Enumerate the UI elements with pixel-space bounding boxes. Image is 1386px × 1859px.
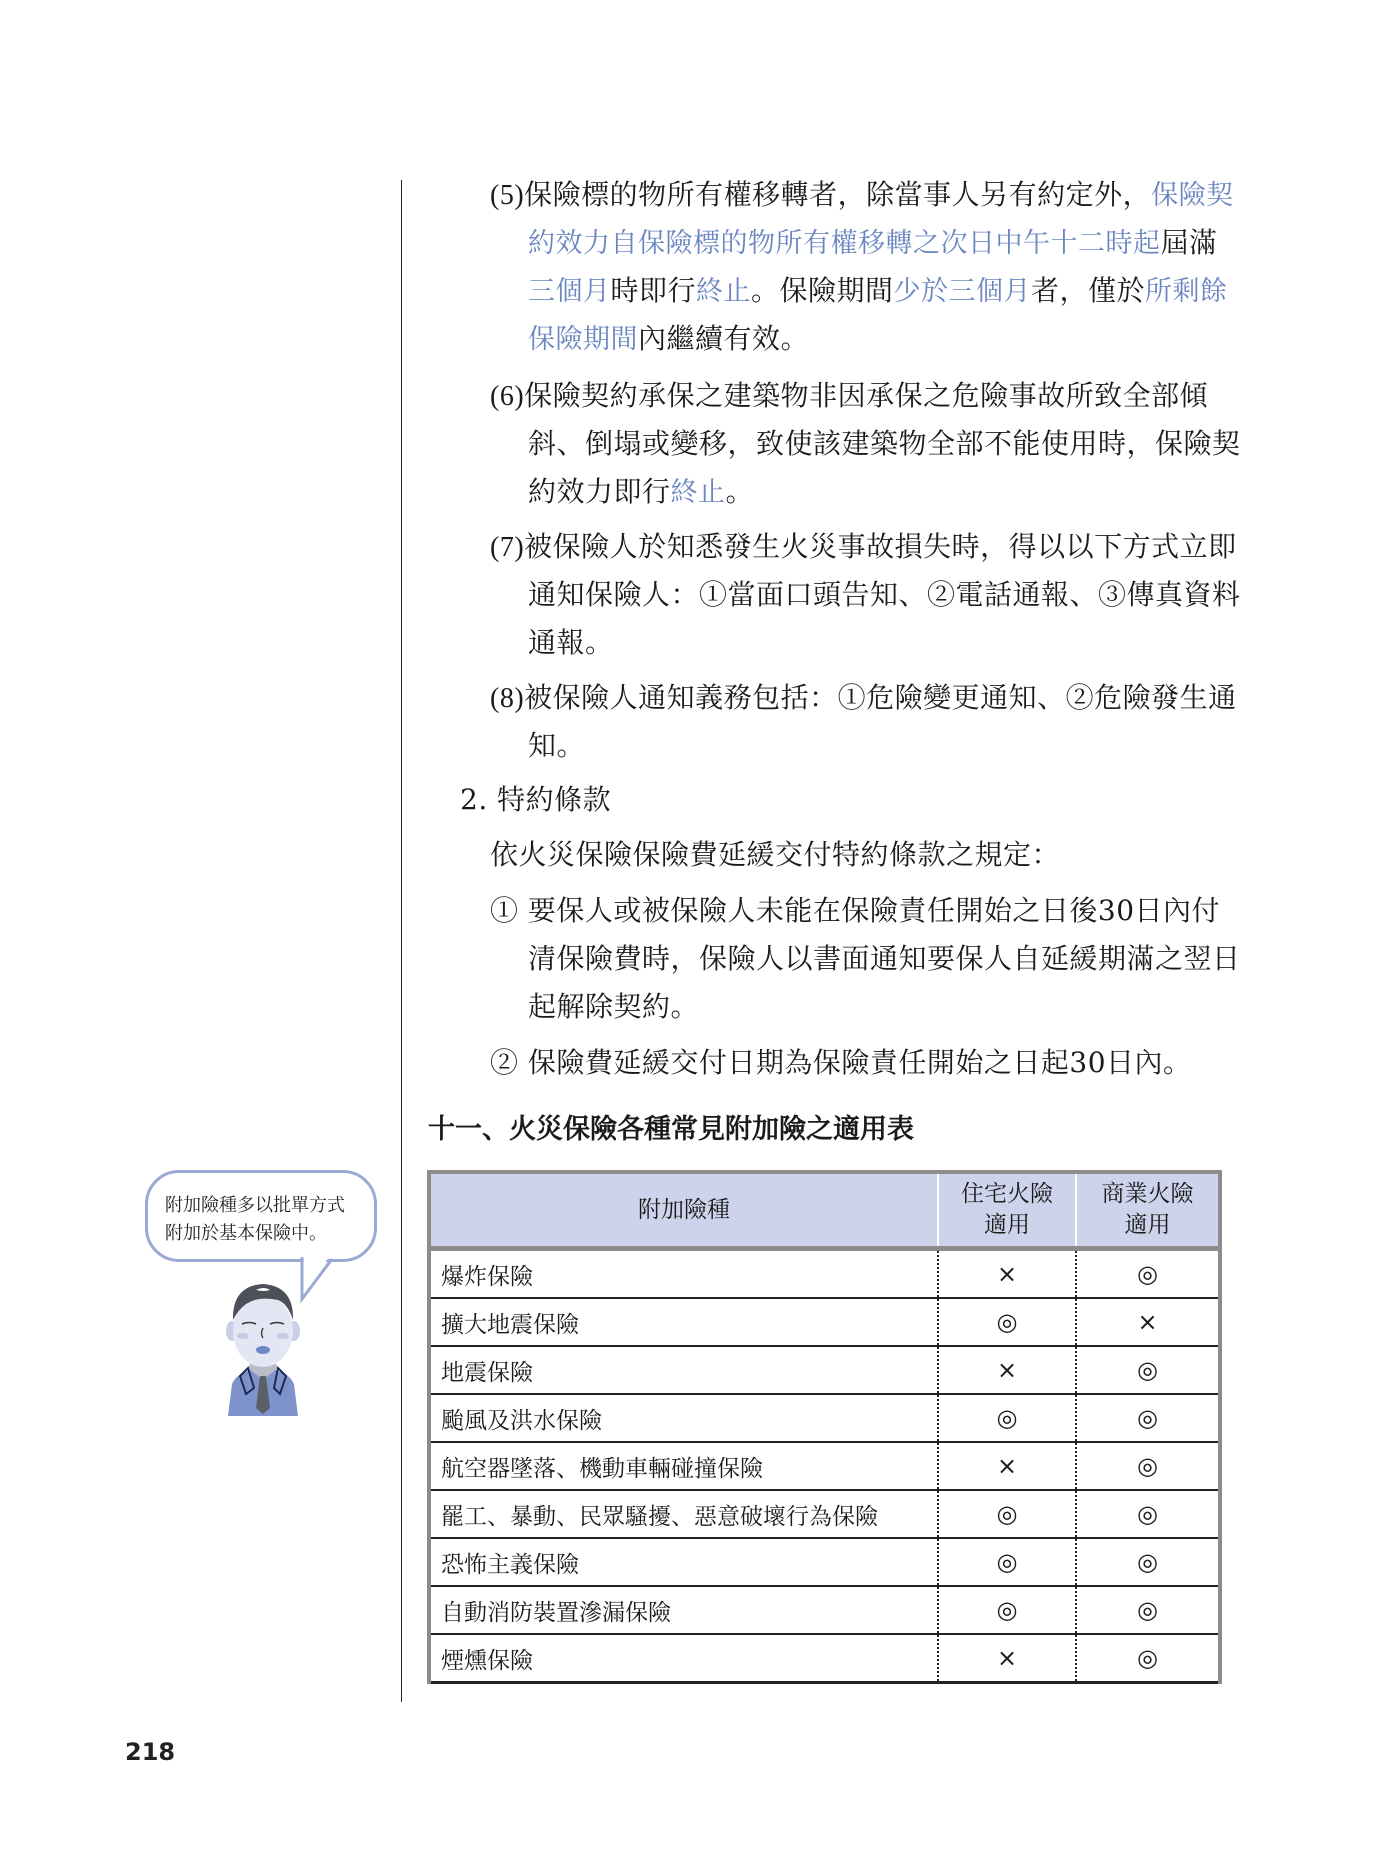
clause-line: 知。 [528, 729, 586, 762]
table-row [429, 1298, 1220, 1346]
header-commercial [1076, 1172, 1220, 1249]
text: 屆滿 [1160, 226, 1218, 259]
rider-name-cell: 煙燻保險 [429, 1634, 938, 1683]
clause-item-6 [490, 372, 1241, 516]
clause-line [490, 372, 1230, 420]
item-number: (7) [490, 532, 525, 563]
residential-applicability-cell: × [938, 1442, 1076, 1490]
table-row [429, 1346, 1220, 1394]
commercial-applicability-cell: ◎ [1076, 1394, 1220, 1442]
clause-line [490, 267, 1230, 315]
special-clause-intro [490, 831, 1230, 879]
clause-line: 清保險費時，保險人以書面通知要保人自延緩期滿之翌日 [528, 942, 1241, 975]
rider-name-cell: 罷工、暴動、民眾騷擾、惡意破壞行為保險 [429, 1490, 938, 1538]
table-row [429, 1394, 1220, 1442]
header-line: 適用 [984, 1212, 1030, 1238]
rider-name-cell: 擴大地震保險 [429, 1298, 938, 1346]
highlight-text: 約效力自保險標的物所有權移轉之次日中午十二時起 [528, 228, 1161, 259]
clause-line [490, 315, 1230, 363]
clause-line: 通知保險人：①當面口頭告知、②電話通報、③傳真資料 [528, 578, 1241, 611]
text: 時即行 [610, 274, 697, 307]
table-row [429, 1490, 1220, 1538]
header-line: 商業火險 [1101, 1181, 1194, 1207]
table-row [429, 1586, 1220, 1634]
text: 者，僅於 [1031, 274, 1146, 307]
residential-applicability-cell: × [938, 1634, 1076, 1683]
page-number: 218 [125, 1738, 176, 1766]
speech-bubble-text [165, 1192, 385, 1248]
commercial-applicability-cell: ◎ [1076, 1538, 1220, 1586]
item-number: (8) [490, 683, 525, 714]
clause-line: 起解除契約。 [528, 990, 700, 1023]
residential-applicability-cell: ◎ [938, 1490, 1076, 1538]
rider-name-cell: 爆炸保險 [441, 1263, 533, 1290]
header-line: 適用 [1124, 1212, 1171, 1238]
clause-line [490, 468, 1230, 516]
text: 內繼續有效。 [638, 322, 810, 355]
clause-line [490, 523, 1237, 571]
table-row [429, 1538, 1220, 1586]
header-line: 住宅火險 [961, 1181, 1053, 1207]
table-row [429, 1442, 1220, 1490]
commercial-applicability-cell: ◎ [1076, 1346, 1220, 1394]
businessman-illustration [218, 1276, 308, 1416]
clause-item-8 [490, 674, 1237, 770]
rider-applicability-table [427, 1170, 1222, 1684]
section-title: 十一、火災保險各種常見附加險之適用表 [428, 1114, 914, 1145]
table-header-row [429, 1172, 1220, 1249]
highlight-text: 保險期間 [528, 324, 638, 355]
highlight-text: 終止 [696, 276, 752, 307]
residential-applicability-cell: × [938, 1346, 1076, 1394]
text: 保險契約承保之建築物非因承保之危險事故所致全部傾 [524, 379, 1209, 412]
text: 。 [725, 475, 755, 508]
rider-name-cell: 航空器墜落、機動車輛碰撞保險 [429, 1442, 938, 1490]
clause-line: ② 保險費延緩交付日期為保險責任開始之日起30日內。 [490, 1046, 1192, 1079]
special-clause-heading [460, 776, 1200, 824]
commercial-applicability-cell: ◎ [1076, 1634, 1220, 1683]
residential-applicability-cell: ◎ [938, 1538, 1076, 1586]
rider-name-cell: 颱風及洪水保險 [429, 1394, 938, 1442]
residential-applicability-cell: ◎ [938, 1586, 1076, 1634]
clause-line: ① 要保人或被保險人未能在保險責任開始之日後30日內付 [490, 894, 1221, 927]
special-clause-point-2 [490, 1039, 1230, 1087]
text: 被保險人於知悉發生火災事故損失時，得以以下方式立即 [524, 530, 1237, 563]
highlight-text: 所剩餘 [1145, 276, 1228, 307]
clause-line [490, 171, 1234, 219]
clause-line: 通報。 [528, 626, 614, 659]
rider-name-cell: 地震保險 [429, 1346, 938, 1394]
text: 。保險期間 [751, 274, 894, 307]
table-row [429, 1249, 1220, 1299]
rider-name-cell: 恐怖主義保險 [429, 1538, 938, 1586]
highlight-text: 終止 [670, 477, 726, 508]
residential-applicability-cell: ◎ [938, 1394, 1076, 1442]
commercial-applicability-cell: ◎ [1076, 1442, 1220, 1490]
clause-item-7 [490, 523, 1241, 667]
clause-item-5 [490, 171, 1234, 363]
special-clause-point-1 [490, 887, 1241, 1031]
text: 約效力即行 [528, 475, 671, 508]
bubble-line: 附加險種多以批單方式 [165, 1195, 345, 1216]
highlight-text: 三個月 [528, 276, 611, 307]
item-number: (5) [490, 180, 525, 211]
residential-applicability-cell: ◎ [938, 1298, 1076, 1346]
commercial-applicability-cell: ◎ [1076, 1586, 1220, 1634]
text: 保險標的物所有權移轉者，除當事人另有約定外， [524, 178, 1152, 211]
commercial-applicability-cell: ◎ [1076, 1249, 1220, 1299]
table-row [429, 1634, 1220, 1683]
bubble-line: 附加於基本保險中。 [165, 1223, 327, 1244]
residential-applicability-cell: × [938, 1249, 1076, 1299]
text: 被保險人通知義務包括：①危險變更通知、②危險發生通 [524, 681, 1237, 714]
highlight-text: 少於三個月 [893, 276, 1032, 307]
intro-text: 依火災保險保險費延緩交付特約條款之規定： [490, 838, 1061, 871]
clause-line [490, 674, 1237, 722]
margin-divider [401, 180, 402, 1702]
item-number: (6) [490, 381, 525, 412]
clause-line: 斜、倒塌或變移，致使該建築物全部不能使用時，保險契 [528, 427, 1241, 460]
subheading: 2. 特約條款 [460, 783, 612, 816]
commercial-applicability-cell: × [1076, 1298, 1220, 1346]
commercial-applicability-cell: ◎ [1076, 1490, 1220, 1538]
rider-name-cell: 自動消防裝置滲漏保險 [429, 1586, 938, 1634]
header-residential [938, 1172, 1076, 1249]
clause-line [490, 219, 1230, 267]
header-rider-type: 附加險種 [429, 1172, 938, 1249]
highlight-text: 保險契 [1151, 180, 1234, 211]
